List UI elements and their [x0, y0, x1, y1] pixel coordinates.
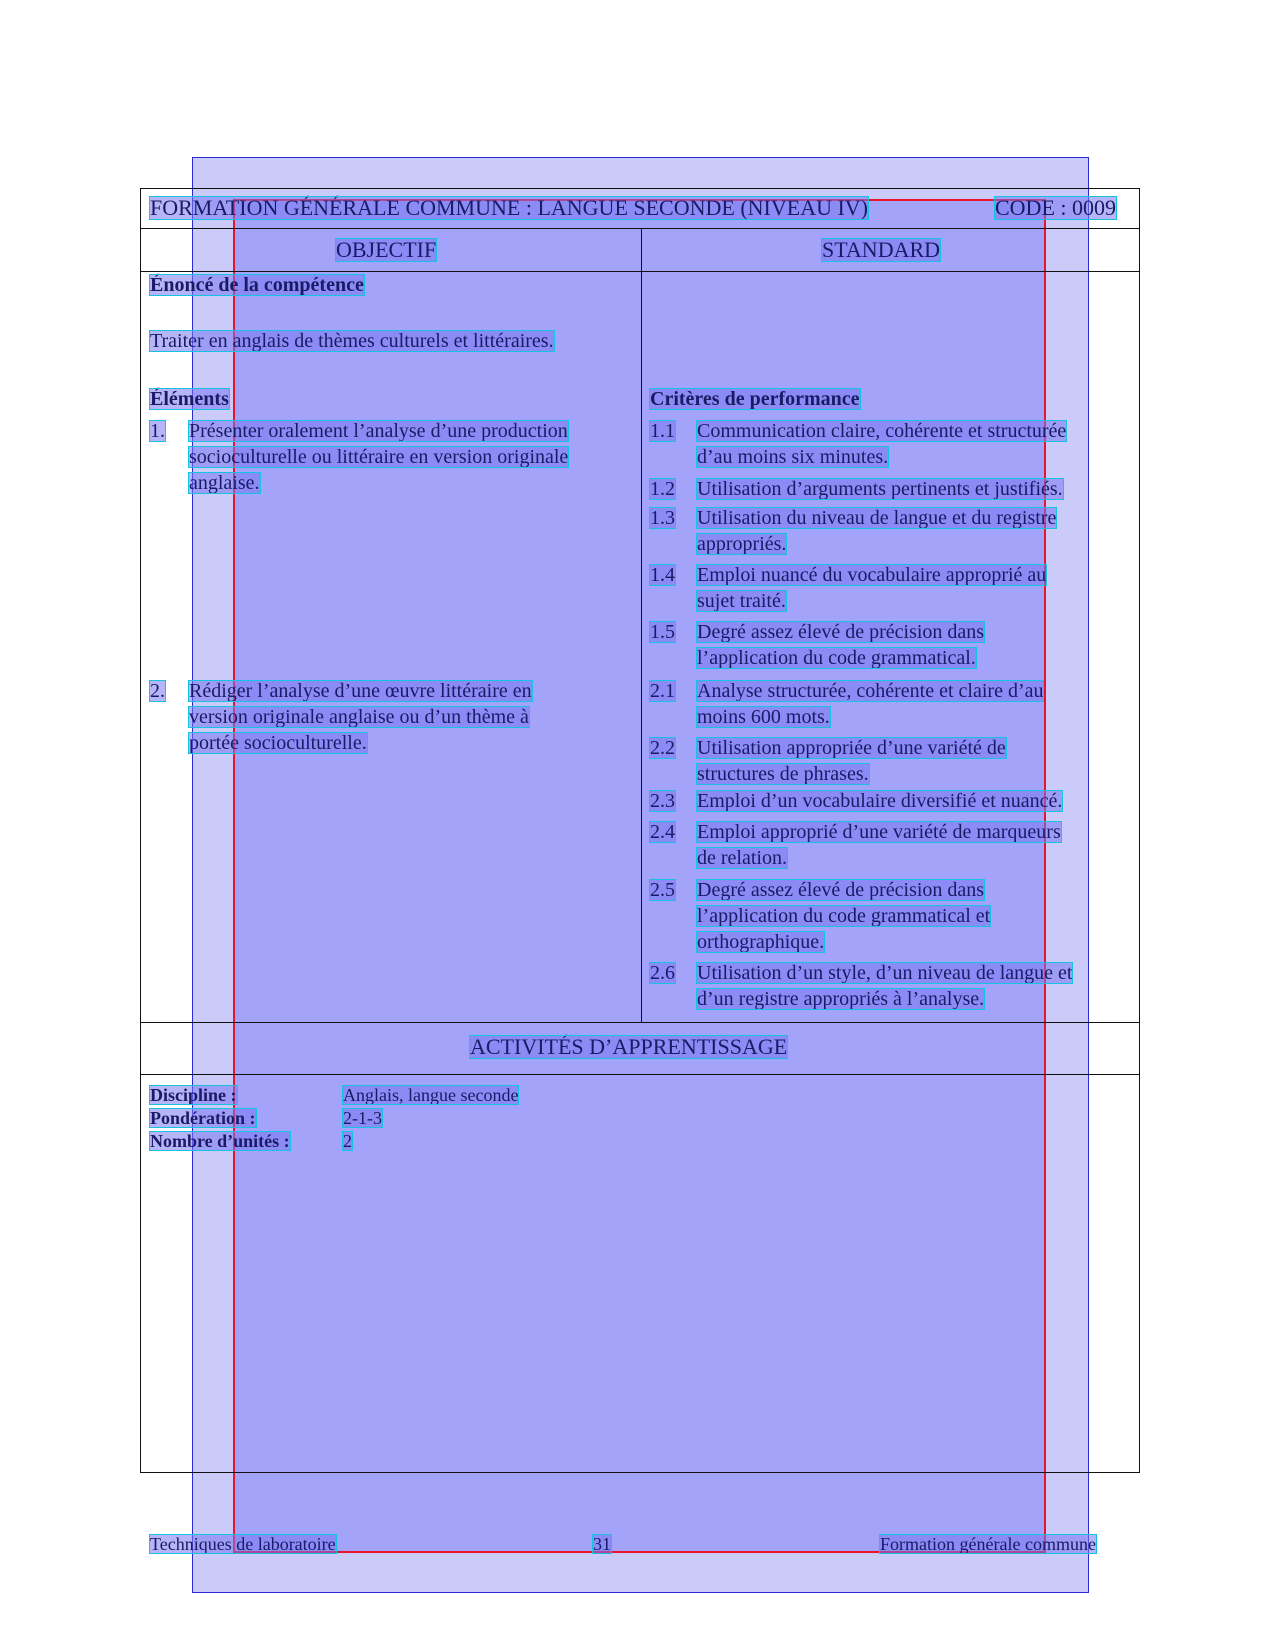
criterion-item-number: 1.5: [650, 621, 675, 643]
criterion-item-number: 1.2: [650, 478, 675, 500]
criterion-item-text-line: orthographique.: [697, 931, 825, 953]
document-title: FORMATION GÉNÉRALE COMMUNE : LANGUE SECONDE (NIVEAU IV): [150, 195, 869, 220]
criterion-item-number: 1.3: [650, 507, 675, 529]
discipline-label: Discipline :: [150, 1085, 237, 1105]
ponderation-value: 2-1-3: [343, 1108, 382, 1128]
criterion-item-text-line: sujet traité.: [697, 590, 786, 612]
criterion-item-text-line: Analyse structurée, cohérente et claire d’au: [697, 680, 1044, 702]
units-label: Nombre d’unités :: [150, 1131, 290, 1151]
element-item-text-line: Présenter oralement l’analyse d’une production: [189, 420, 568, 442]
table-divider: [140, 1074, 1140, 1075]
criterion-item-text-line: Emploi approprié d’une variété de marqueurs: [697, 821, 1061, 843]
criterion-item-number: 1.4: [650, 564, 675, 586]
criterion-item-text-line: structures de phrases.: [697, 763, 869, 785]
criterion-item-text-line: Degré assez élevé de précision dans: [697, 879, 985, 901]
element-item-text-line: portée socioculturelle.: [189, 732, 367, 754]
criterion-item-text-line: Emploi nuancé du vocabulaire approprié au: [697, 564, 1047, 586]
criterion-item-text-line: d’un registre appropriés à l’analyse.: [697, 988, 985, 1010]
table-divider: [140, 271, 1140, 272]
criterion-item-number: 1.1: [650, 420, 675, 442]
elements-heading: Éléments: [150, 388, 229, 410]
column-header-objectif: OBJECTIF: [336, 237, 437, 262]
criterion-item-number: 2.3: [650, 790, 675, 812]
element-item-text-line: Rédiger l’analyse d’une œuvre littéraire en: [189, 680, 532, 702]
criterion-item-text-line: moins 600 mots.: [697, 706, 830, 728]
units-value: 2: [343, 1131, 352, 1151]
course-code: CODE : 0009: [995, 195, 1116, 220]
criterion-item-text-line: Degré assez élevé de précision dans: [697, 621, 985, 643]
competence-statement: Traiter en anglais de thèmes culturels et littéraires.: [150, 330, 554, 352]
element-item-text-line: anglaise.: [189, 472, 260, 494]
criterion-item-number: 2.5: [650, 879, 675, 901]
criterion-item-text-line: appropriés.: [697, 533, 787, 555]
criterion-item-text-line: Utilisation d’arguments pertinents et justifiés.: [697, 478, 1063, 500]
element-item-number: 1.: [150, 420, 165, 442]
table-divider: [140, 228, 1140, 229]
activities-heading: ACTIVITÉS D’APPRENTISSAGE: [470, 1034, 788, 1059]
footer-left: Techniques de laboratoire: [150, 1534, 336, 1554]
criterion-item-text-line: Utilisation du niveau de langue et du registre: [697, 507, 1057, 529]
criterion-item-text-line: de relation.: [697, 847, 787, 869]
criterion-item-text-line: Utilisation d’un style, d’un niveau de langue et: [697, 962, 1073, 984]
column-divider: [641, 228, 642, 1022]
criterion-item-text-line: l’application du code grammatical et: [697, 905, 991, 927]
criterion-item-text-line: d’au moins six minutes.: [697, 446, 889, 468]
discipline-value: Anglais, langue seconde: [343, 1085, 519, 1105]
criterion-item-text-line: Utilisation appropriée d’une variété de: [697, 737, 1006, 759]
criteria-heading: Critères de performance: [650, 388, 860, 410]
criterion-item-number: 2.2: [650, 737, 675, 759]
criterion-item-text-line: l’application du code grammatical.: [697, 647, 976, 669]
element-item-text-line: version originale anglaise ou d’un thème à: [189, 706, 529, 728]
page-number: 31: [593, 1534, 611, 1554]
ponderation-label: Pondération :: [150, 1108, 256, 1128]
competence-heading: Énoncé de la compétence: [150, 274, 364, 296]
criterion-item-number: 2.4: [650, 821, 675, 843]
criterion-item-text-line: Communication claire, cohérente et structurée: [697, 420, 1067, 442]
column-header-standard: STANDARD: [822, 237, 941, 262]
criterion-item-text-line: Emploi d’un vocabulaire diversifié et nuancé.: [697, 790, 1063, 812]
criterion-item-number: 2.1: [650, 680, 675, 702]
element-item-text-line: socioculturelle ou littéraire en version originale: [189, 446, 569, 468]
criterion-item-number: 2.6: [650, 962, 675, 984]
footer-right: Formation générale commune: [880, 1534, 1096, 1554]
table-divider: [140, 1022, 1140, 1023]
element-item-number: 2.: [150, 680, 165, 702]
